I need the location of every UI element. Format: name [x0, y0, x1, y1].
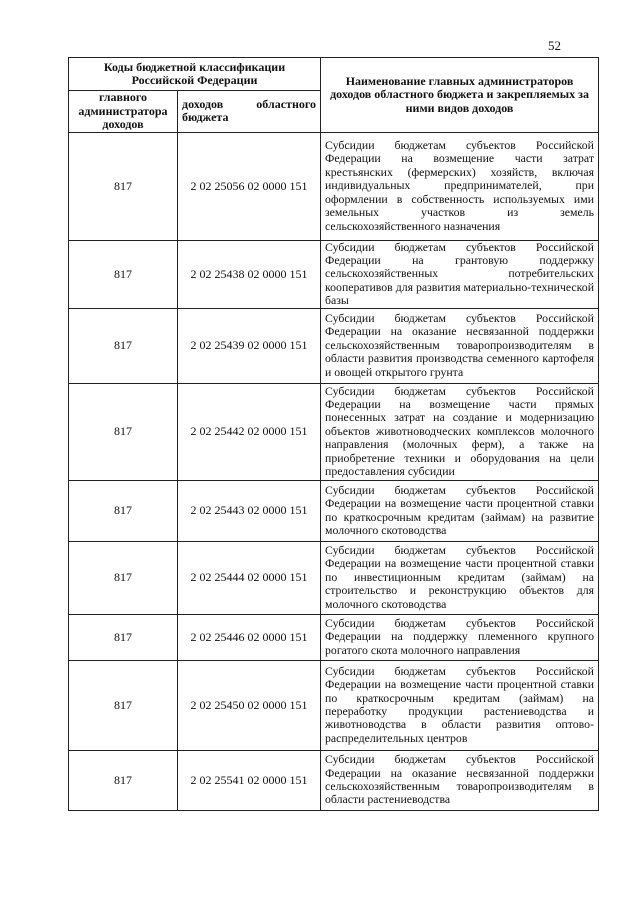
admin-code-cell: 817: [69, 308, 178, 383]
admin-code-cell: 817: [69, 660, 178, 750]
table-row: [69, 541, 599, 614]
header-admin-column: главного администратора доходов: [69, 91, 178, 133]
income-name-cell: Субсидии бюджетам субъектов Российской Федерации на возмещение части процентной ставки по краткосрочным кредитам (займам) на развитие молочного скотоводства: [321, 480, 599, 541]
income-name-cell: Субсидии бюджетам субъектов Российской Федерации на возмещение части процентной ставки по краткосрочным кредитам (займам) на переработку продукции растениеводства и животноводства в области развития оптово-распределительных центров: [321, 660, 599, 750]
income-code-cell: 2 02 25443 02 0000 151: [178, 480, 321, 541]
table-row: [69, 660, 599, 750]
admin-code-cell: 817: [69, 383, 178, 480]
income-code-cell: 2 02 25450 02 0000 151: [178, 660, 321, 750]
income-name-cell: Субсидии бюджетам субъектов Российской Федерации на возмещение части процентной ставки по инвестиционным кредитам (займам) на строительство и реконструкцию объектов для молочного скотоводства: [321, 541, 599, 614]
income-code-cell: 2 02 25541 02 0000 151: [178, 750, 321, 810]
table-header: [69, 58, 599, 133]
income-code-cell: 2 02 25444 02 0000 151: [178, 541, 321, 614]
income-code-cell: 2 02 25446 02 0000 151: [178, 614, 321, 660]
income-code-cell: 2 02 25439 02 0000 151: [178, 308, 321, 383]
income-code-cell: 2 02 25442 02 0000 151: [178, 383, 321, 480]
income-name-cell: Субсидии бюджетам субъектов Российской Федерации на грантовую поддержку сельскохозяйственных потребительских кооперативов для развития материально-технической базы: [321, 240, 599, 308]
admin-code-cell: 817: [69, 750, 178, 810]
table-row: [69, 480, 599, 541]
income-name-cell: Субсидии бюджетам субъектов Российской Федерации на поддержку племенного крупного рогатого скота молочного направления: [321, 614, 599, 660]
table-body: [69, 132, 599, 810]
table-row: [69, 750, 599, 810]
admin-code-cell: 817: [69, 541, 178, 614]
table-row: [69, 132, 599, 240]
admin-code-cell: 817: [69, 132, 178, 240]
income-name-cell: Субсидии бюджетам субъектов Российской Федерации на оказание несвязанной поддержки сельскохозяйственным товаропроизводителям в области растениеводства: [321, 750, 599, 810]
table-row: [69, 614, 599, 660]
header-name-column: Наименование главных администраторов доходов областного бюджета и закрепляемых за ними видов доходов: [321, 58, 599, 133]
admin-code-cell: 817: [69, 480, 178, 541]
budget-classification-table: [68, 57, 599, 811]
income-code-cell: 2 02 25056 02 0000 151: [178, 132, 321, 240]
header-income-column: доходов областного бюджета: [178, 91, 321, 133]
table-row: [69, 383, 599, 480]
income-name-cell: Субсидии бюджетам субъектов Российской Федерации на оказание несвязанной поддержки сельскохозяйственным товаропроизводителям в области развития производства семенного картофеля и овощей открытого грунта: [321, 308, 599, 383]
table-row: [69, 240, 599, 308]
income-code-cell: 2 02 25438 02 0000 151: [178, 240, 321, 308]
admin-code-cell: 817: [69, 240, 178, 308]
income-name-cell: Субсидии бюджетам субъектов Российской Федерации на возмещение части затрат крестьянских (фермерских) хозяйств, включая индивидуальных предпринимателей, при оформлении в собственность используемых ими земельных участков из земель сельскохозяйственного назначения: [321, 132, 599, 240]
page-number: 52: [548, 38, 561, 53]
income-name-cell: Субсидии бюджетам субъектов Российской Федерации на возмещение части прямых понесенных затрат на создание и модернизацию объектов животноводческих комплексов молочного направления (молочных ферм), а также на приобретение техники и оборудования на цели предоставления субсидии: [321, 383, 599, 480]
table-row: [69, 308, 599, 383]
header-codes-group: Коды бюджетной классификации Российской Федерации: [69, 58, 321, 91]
admin-code-cell: 817: [69, 614, 178, 660]
